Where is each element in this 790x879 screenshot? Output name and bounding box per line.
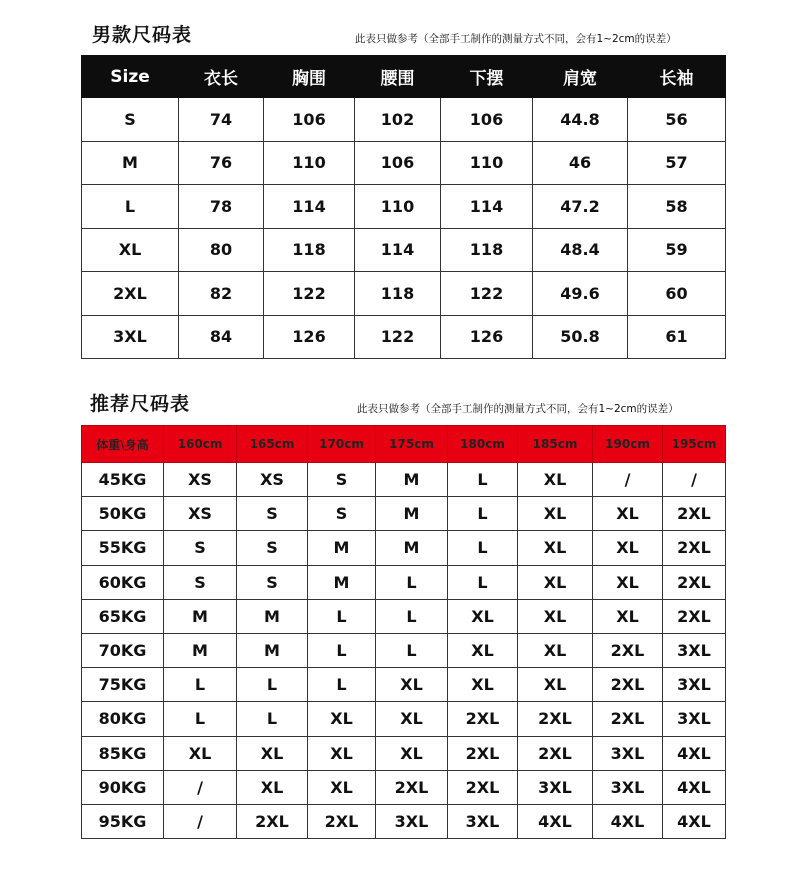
men-table-row [82,185,726,229]
men-table-cell: 118 [355,272,441,316]
men-table-cell: 118 [264,228,355,272]
recommend-table-cell: XL [518,565,593,599]
recommend-table-cell: / [164,770,237,804]
recommend-table-cell: 2XL [663,565,726,599]
recommend-table-cell: XL [308,770,376,804]
men-header-cell: 腰围 [355,56,441,98]
recommend-table-cell: L [448,531,518,565]
recommend-table-cell: 3XL [663,633,726,667]
recommend-table-cell: 3XL [593,736,663,770]
recommend-table-cell: 2XL [663,497,726,531]
recommend-table-cell: L [237,702,308,736]
recommend-table-cell: 75KG [82,668,164,702]
recommend-header-row [82,426,726,463]
recommend-table-cell: XL [164,736,237,770]
men-table-cell: 50.8 [533,315,628,359]
recommend-header-cell: 160cm [164,426,237,463]
recommend-header-cell: 185cm [518,426,593,463]
men-table-cell: XL [82,228,179,272]
recommend-header-cell: 体重\身高 [82,426,164,463]
recommend-table-row [82,633,726,667]
recommend-table-cell: M [376,463,448,497]
recommend-table-cell: S [164,531,237,565]
recommend-table-cell: 3XL [663,668,726,702]
men-table-cell: 49.6 [533,272,628,316]
men-table-cell: S [82,98,179,142]
recommend-header-cell: 170cm [308,426,376,463]
men-table-cell: 114 [355,228,441,272]
recommend-table-cell: XL [593,497,663,531]
recommend-table-row [82,804,726,838]
recommend-table-cell: XL [518,497,593,531]
recommend-table-cell: XL [376,702,448,736]
men-table-cell: 56 [628,98,726,142]
recommend-table-cell: / [164,804,237,838]
recommend-table-cell: 2XL [663,599,726,633]
recommend-table-cell: 3XL [448,804,518,838]
men-table-cell: 106 [264,98,355,142]
men-table-cell: 57 [628,141,726,185]
recommend-table-cell: XS [164,463,237,497]
recommend-table-cell: XL [308,702,376,736]
men-table-cell: 122 [355,315,441,359]
recommend-table-cell: M [237,599,308,633]
recommend-table-cell: XL [237,736,308,770]
recommend-table-cell: 4XL [663,770,726,804]
men-table-cell: 74 [179,98,264,142]
recommend-table-cell: L [164,668,237,702]
recommend-table-cell: XL [237,770,308,804]
recommend-table-cell: M [376,497,448,531]
recommend-table-row [82,463,726,497]
recommend-table-cell: 2XL [448,736,518,770]
recommend-header-cell: 175cm [376,426,448,463]
recommend-table-cell: XS [164,497,237,531]
recommend-table-cell: 45KG [82,463,164,497]
men-header-row [82,56,726,98]
recommend-table-cell: L [448,463,518,497]
men-table-cell: 47.2 [533,185,628,229]
recommend-table-cell: 85KG [82,736,164,770]
recommend-table-cell: M [376,531,448,565]
men-table-row [82,141,726,185]
recommend-table-cell: S [237,565,308,599]
recommend-table-cell: M [164,633,237,667]
recommend-chart-title: 推荐尺码表 [90,393,191,415]
recommend-table-cell: 2XL [518,702,593,736]
recommend-table-cell: XL [308,736,376,770]
recommend-table-cell: / [663,463,726,497]
recommend-table-cell: XL [448,633,518,667]
recommend-table-cell: M [308,531,376,565]
men-table-cell: 2XL [82,272,179,316]
recommend-table-cell: 70KG [82,633,164,667]
recommend-table-cell: S [237,497,308,531]
recommend-table-cell: S [308,463,376,497]
men-table-cell: 110 [355,185,441,229]
men-table-cell: 59 [628,228,726,272]
men-table-cell: 46 [533,141,628,185]
recommend-table-row [82,565,726,599]
recommend-chart-note: 此表只做参考（全部手工制作的测量方式不同，会有1~2cm的误差） [357,403,679,415]
men-table-cell: 60 [628,272,726,316]
recommend-table-cell: 3XL [593,770,663,804]
recommend-table-cell: 2XL [448,770,518,804]
recommend-table-cell: 4XL [593,804,663,838]
recommend-table-cell: 90KG [82,770,164,804]
men-header-cell: 下摆 [441,56,533,98]
recommend-table-cell: 2XL [237,804,308,838]
men-header-cell: 肩宽 [533,56,628,98]
recommend-table-cell: XS [237,463,308,497]
recommend-table-cell: 2XL [663,531,726,565]
recommend-table-cell: 3XL [518,770,593,804]
recommend-header-cell: 190cm [593,426,663,463]
men-table-cell: 82 [179,272,264,316]
men-table-cell: 58 [628,185,726,229]
recommend-table-cell: L [164,702,237,736]
men-table-cell: 78 [179,185,264,229]
recommend-table-cell: L [308,599,376,633]
recommend-table-cell: 2XL [593,702,663,736]
recommend-table-cell: 3XL [663,702,726,736]
recommend-table-row [82,497,726,531]
men-chart-note: 此表只做参考（全部手工制作的测量方式不同，会有1~2cm的误差） [355,33,677,45]
men-header-cell: 长袖 [628,56,726,98]
recommend-table-cell: XL [518,463,593,497]
recommend-table-cell: 50KG [82,497,164,531]
recommend-table-cell: XL [518,531,593,565]
recommend-header-cell: 195cm [663,426,726,463]
recommend-header-cell: 180cm [448,426,518,463]
men-table-cell: 126 [264,315,355,359]
recommend-table-cell: M [164,599,237,633]
recommend-table-cell: 60KG [82,565,164,599]
recommend-table-cell: L [448,565,518,599]
men-header-cell: Size [82,56,179,98]
men-table-cell: 80 [179,228,264,272]
men-table-row [82,315,726,359]
men-table-row [82,98,726,142]
men-table-cell: 84 [179,315,264,359]
men-table-cell: 61 [628,315,726,359]
recommend-table-cell: 95KG [82,804,164,838]
recommend-table-row [82,599,726,633]
men-table-cell: L [82,185,179,229]
recommend-table-row [82,531,726,565]
recommend-table-cell: S [237,531,308,565]
men-table-cell: 110 [441,141,533,185]
recommend-table-cell: S [308,497,376,531]
recommend-table-cell: L [376,565,448,599]
recommend-table-cell: XL [518,599,593,633]
recommend-table-row [82,668,726,702]
men-table-cell: 122 [264,272,355,316]
recommend-table-cell: 4XL [663,804,726,838]
men-chart-title: 男款尺码表 [92,24,193,46]
recommend-table-cell: XL [518,633,593,667]
recommend-table-cell: L [237,668,308,702]
men-table-cell: 114 [441,185,533,229]
recommend-table-cell: XL [448,668,518,702]
recommend-table-cell: 55KG [82,531,164,565]
recommend-table-cell: L [376,599,448,633]
recommend-table-cell: S [164,565,237,599]
men-table-cell: 122 [441,272,533,316]
men-table-cell: 106 [355,141,441,185]
recommend-table-row [82,736,726,770]
recommend-table-cell: 80KG [82,702,164,736]
recommend-table-cell: XL [593,531,663,565]
men-header-cell: 衣长 [179,56,264,98]
men-table-cell: 118 [441,228,533,272]
men-table-cell: 106 [441,98,533,142]
recommend-table-cell: / [593,463,663,497]
recommend-table-cell: 65KG [82,599,164,633]
recommend-table-cell: XL [518,668,593,702]
recommend-size-table [81,425,726,839]
men-table-cell: 76 [179,141,264,185]
recommend-table-row [82,770,726,804]
recommend-table-cell: M [308,565,376,599]
men-table-cell: M [82,141,179,185]
men-table-row [82,272,726,316]
recommend-table-cell: 4XL [518,804,593,838]
recommend-table-cell: XL [593,565,663,599]
recommend-table-cell: M [237,633,308,667]
recommend-table-cell: 2XL [448,702,518,736]
recommend-table-cell: 3XL [376,804,448,838]
recommend-header-cell: 165cm [237,426,308,463]
men-table-cell: 110 [264,141,355,185]
recommend-table-cell: XL [376,736,448,770]
men-size-table [81,55,726,359]
recommend-table-cell: XL [376,668,448,702]
men-table-cell: 126 [441,315,533,359]
recommend-table-cell: 2XL [308,804,376,838]
men-table-row [82,228,726,272]
recommend-table-cell: XL [593,599,663,633]
recommend-table-cell: L [448,497,518,531]
recommend-table-cell: 2XL [376,770,448,804]
recommend-table-cell: L [376,633,448,667]
men-table-cell: 44.8 [533,98,628,142]
recommend-table-cell: L [308,668,376,702]
men-table-cell: 114 [264,185,355,229]
men-table-cell: 3XL [82,315,179,359]
recommend-table-cell: L [308,633,376,667]
recommend-table-row [82,702,726,736]
men-table-cell: 102 [355,98,441,142]
recommend-table-cell: XL [448,599,518,633]
recommend-table-cell: 4XL [663,736,726,770]
recommend-table-cell: 2XL [593,668,663,702]
men-header-cell: 胸围 [264,56,355,98]
recommend-table-cell: 2XL [593,633,663,667]
recommend-table-cell: 2XL [518,736,593,770]
men-table-cell: 48.4 [533,228,628,272]
